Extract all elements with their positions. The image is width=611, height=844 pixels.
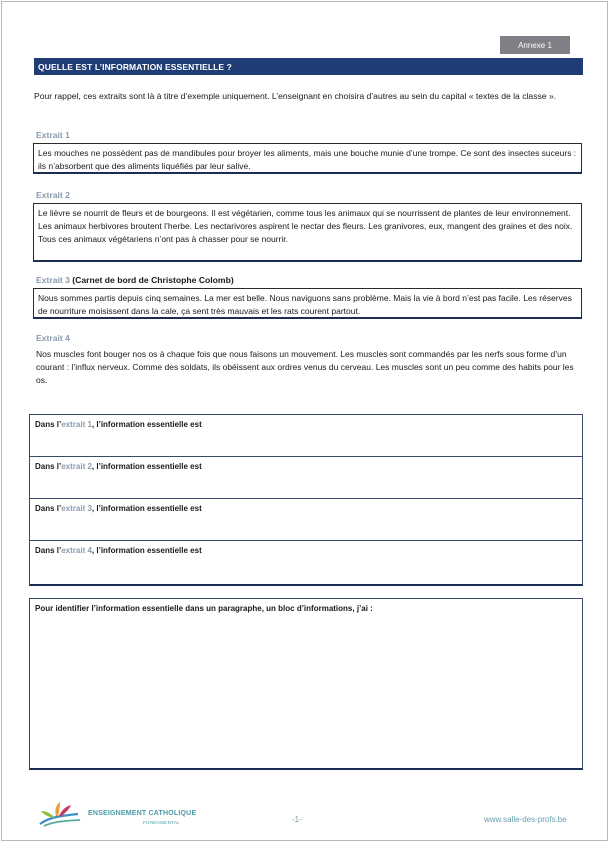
- extrait-4-title: Extrait 4: [36, 333, 70, 343]
- extrait-1-title: Extrait 1: [36, 130, 70, 140]
- extrait-3-label: [36, 275, 234, 285]
- answer-extrait-ref: extrait 2: [61, 462, 92, 471]
- answer-suffix: , l’information essentielle est: [91, 462, 202, 471]
- footer-url-link[interactable]: www.salle-des-profs.be: [484, 815, 567, 824]
- method-answer-box[interactable]: [29, 598, 583, 770]
- extrait-4-label: [36, 333, 70, 343]
- answer-prefix: Dans l’: [35, 420, 62, 429]
- page-number: -1-: [292, 815, 302, 824]
- answer-extrait-ref: extrait 1: [61, 420, 92, 429]
- answers-table: [29, 414, 583, 586]
- annex-badge: Annexe 1: [500, 36, 570, 54]
- answer-suffix: , l’information essentielle est: [91, 420, 202, 429]
- answer-prefix: Dans l’: [35, 504, 62, 513]
- answer-row-3[interactable]: [30, 499, 582, 541]
- footer-org-name: ENSEIGNEMENT CATHOLIQUE: [88, 810, 197, 817]
- extrait-4-text: Nos muscles font bouger nos os à chaque fois que nous faisons un mouvement. Les muscles sont commandés par les nerfs sous forme d’un courant : l’influx nerveux. Comme des soldats, ils obéissent aux ordres venus du cerveau. Les muscles sont un peu comme des habits pour les os.: [36, 349, 574, 385]
- answer-row-4[interactable]: [30, 541, 582, 583]
- extrait-2-label: [36, 190, 70, 200]
- answer-row-1[interactable]: [30, 415, 582, 457]
- answer-row-2[interactable]: [30, 457, 582, 499]
- extrait-1-box: Les mouches ne possèdent pas de mandibules pour broyer les aliments, mais une bouche munie d’une trompe. Ce sont des insectes suceurs : ils n’absorbent que des aliments liquéfiés par leur salive.: [33, 143, 582, 174]
- method-prompt: Pour identifier l’information essentielle dans un paragraphe, un bloc d’informations, j’ai :: [35, 604, 373, 613]
- answer-suffix: , l’information essentielle est: [91, 546, 202, 555]
- extrait-3-title: Extrait 3: [36, 275, 70, 285]
- answer-prefix: Dans l’: [35, 546, 62, 555]
- intro-paragraph: Pour rappel, ces extraits sont là à titre d’exemple uniquement. L’enseignant en choisira d’autres au sein du capital « textes de la classe ».: [34, 91, 557, 101]
- answer-suffix: , l’information essentielle est: [91, 504, 202, 513]
- extrait-2-title: Extrait 2: [36, 190, 70, 200]
- answer-extrait-ref: extrait 4: [61, 546, 92, 555]
- footer-org-sub: FONDAMENTAL: [143, 820, 180, 825]
- extrait-3-box: Nous sommes partis depuis cinq semaines. La mer est belle. Nous naviguons sans problème. Mais la vie à bord n’est pas facile. Les réserves de nourriture moisissent dans la cale, ça sent très mauvais et les rats courent partout.: [33, 288, 582, 319]
- extrait-3-source: (Carnet de bord de Christophe Colomb): [69, 275, 234, 285]
- extrait-2-box: Le lièvre se nourrit de fleurs et de bourgeons. Il est végétarien, comme tous les animaux qui se nourrissent de plantes de leur environnement. Les animaux herbivores broutent l’herbe. Les nectarivores aspirent le nectar des fleurs. Les granivores, eux, mangent des graines et des noix. Tous ces animaux végétariens n’ont pas à chasser pour se nourrir.: [33, 203, 582, 262]
- answer-prefix: Dans l’: [35, 462, 62, 471]
- ec-logo-icon: [36, 800, 82, 828]
- extrait-1-label: [36, 130, 70, 140]
- answer-extrait-ref: extrait 3: [61, 504, 92, 513]
- page-title: QUELLE EST L’INFORMATION ESSENTIELLE ?: [34, 58, 583, 75]
